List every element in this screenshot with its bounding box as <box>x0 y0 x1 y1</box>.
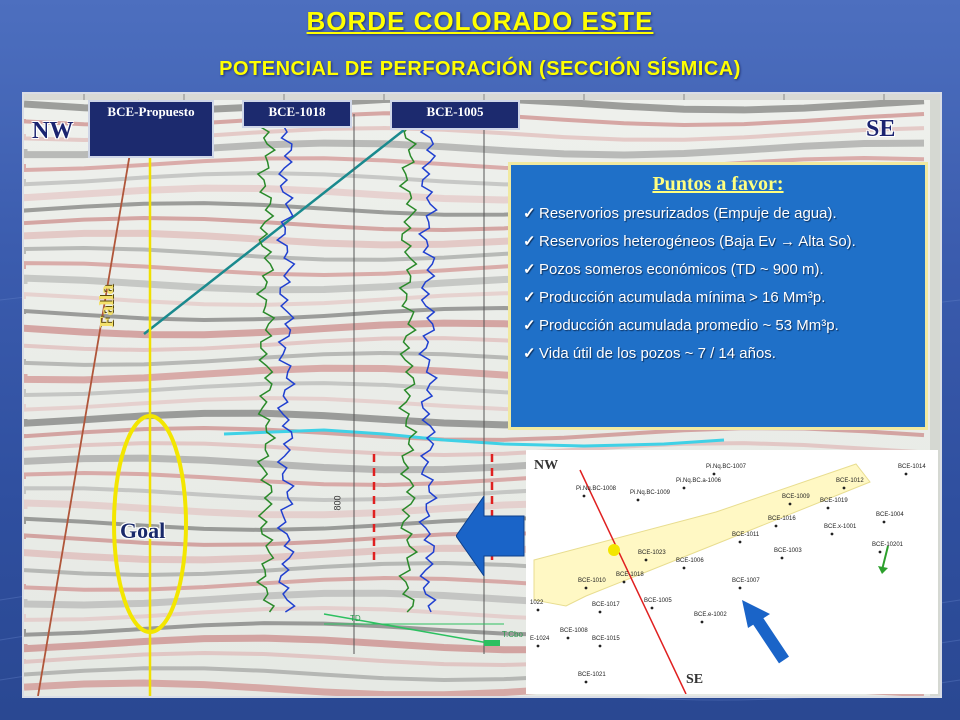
map-well-dot <box>599 645 602 648</box>
map-well-label: BCE-1015 <box>592 636 620 642</box>
list-item: ✓ Producción acumulada promedio ~ 53 Mm³p. <box>523 317 839 334</box>
check-icon: ✓ <box>523 205 536 222</box>
map-well-dot <box>781 557 784 560</box>
map-well-dot <box>683 567 686 570</box>
check-icon: ✓ <box>523 289 536 306</box>
map-well-dot <box>827 507 830 510</box>
list-item: ✓ Reservorios heterogéneos (Baja Ev → Alta So). <box>523 233 856 250</box>
advantages-panel <box>508 162 928 430</box>
map-well-label: E-1024 <box>530 636 550 642</box>
map-well-dot <box>905 473 908 476</box>
map-well-dot <box>637 499 640 502</box>
map-well-dot <box>585 587 588 590</box>
check-icon: ✓ <box>523 345 536 362</box>
map-well-label: BCE-10201 <box>872 542 904 548</box>
map-well-dot <box>739 587 742 590</box>
map-well-label: BCE-1007 <box>732 578 760 584</box>
map-well-label: BCE-1009 <box>782 494 810 500</box>
map-well-dot <box>623 581 626 584</box>
map-well-dot <box>879 551 882 554</box>
map-well-label: BCE-1011 <box>732 532 760 538</box>
map-well-dot <box>537 609 540 612</box>
map-well-dot <box>701 621 704 624</box>
map-well-dot <box>789 503 792 506</box>
direction-nw: NW <box>32 118 74 144</box>
map-well-label: BCE.e-1002 <box>694 612 727 618</box>
map-well-dot <box>683 487 686 490</box>
map-well-dot <box>585 681 588 684</box>
map-well-label: BCE-1012 <box>836 478 864 484</box>
map-well-label: BCE-1019 <box>820 498 848 504</box>
map-well-label: BCE-1004 <box>876 512 904 518</box>
map-well-label: Pi.Nq.BC-1007 <box>706 464 747 470</box>
map-well-label: BCE-1010 <box>578 578 606 584</box>
slide-subtitle: POTENCIAL DE PERFORACIÓN (SECCIÓN SÍSMICA) <box>219 58 741 80</box>
map-well-dot <box>537 645 540 648</box>
list-item: ✓ Pozos someros económicos (TD ~ 900 m). <box>523 261 824 278</box>
fault-label: Falla <box>96 284 118 328</box>
location-map <box>526 450 938 694</box>
map-well-label: BCE-1021 <box>578 672 606 678</box>
map-direction-se: SE <box>686 672 704 687</box>
map-well-label: BCE-1008 <box>560 628 588 634</box>
map-well-dot <box>843 487 846 490</box>
map-well-dot <box>645 559 648 562</box>
map-well-dot <box>651 607 654 610</box>
well-label-bce-propuesto: BCE-Propuesto <box>88 100 214 158</box>
well-label-bce-1018: BCE-1018 <box>242 100 352 128</box>
map-well-label: BCE-1014 <box>898 464 926 470</box>
map-well-label: BCE-1006 <box>676 558 704 564</box>
map-well-dot <box>599 611 602 614</box>
map-well-label: BCE-1017 <box>592 602 620 608</box>
map-well-label: BCE-1023 <box>638 550 666 556</box>
map-well-label: BCE-1003 <box>774 548 802 554</box>
check-icon: ✓ <box>523 317 536 334</box>
map-well-dot <box>775 525 778 528</box>
map-well-dot <box>739 541 742 544</box>
map-well-label: 1022 <box>530 600 544 606</box>
depth-scale: 800 <box>332 495 343 511</box>
map-well-dot <box>567 637 570 640</box>
map-well-dot <box>831 533 834 536</box>
map-well-label: BCE-1005 <box>644 598 672 604</box>
goal-label: Goal <box>120 518 166 543</box>
panel-title: Puntos a favor: <box>652 173 784 195</box>
list-item: ✓ Vida útil de los pozos ~ 7 / 14 años. <box>523 345 776 362</box>
well-label-bce-1005: BCE-1005 <box>390 100 520 130</box>
map-well-label: Pi.Nq.BC.a-1006 <box>676 478 722 484</box>
map-well-dot <box>713 473 716 476</box>
map-well-label: Pi.Nq.BC-1009 <box>630 490 671 496</box>
check-icon: ✓ <box>523 261 536 278</box>
direction-se: SE <box>866 116 896 142</box>
list-item: ✓ Reservorios presurizados (Empuje de agua). <box>523 205 837 222</box>
map-well-label: BCE-1016 <box>768 516 796 522</box>
left-arrow-icon <box>456 496 526 576</box>
map-well-label: BCE-1018 <box>616 572 644 578</box>
list-item: ✓ Producción acumulada mínima > 16 Mm³p. <box>523 289 826 306</box>
map-direction-nw: NW <box>534 458 559 473</box>
td-label: TD <box>350 614 361 623</box>
map-well-label: BCE.x-1001 <box>824 524 857 530</box>
map-well-dot <box>883 521 886 524</box>
advantages-list <box>523 204 913 363</box>
slide-title: BORDE COLORADO ESTE <box>306 6 654 36</box>
map-well-dot <box>583 495 586 498</box>
map-well-label: Pi.Nq.BC-1008 <box>576 486 617 492</box>
check-icon: ✓ <box>523 233 536 250</box>
tcbo-label: T.Cbo <box>502 630 523 639</box>
